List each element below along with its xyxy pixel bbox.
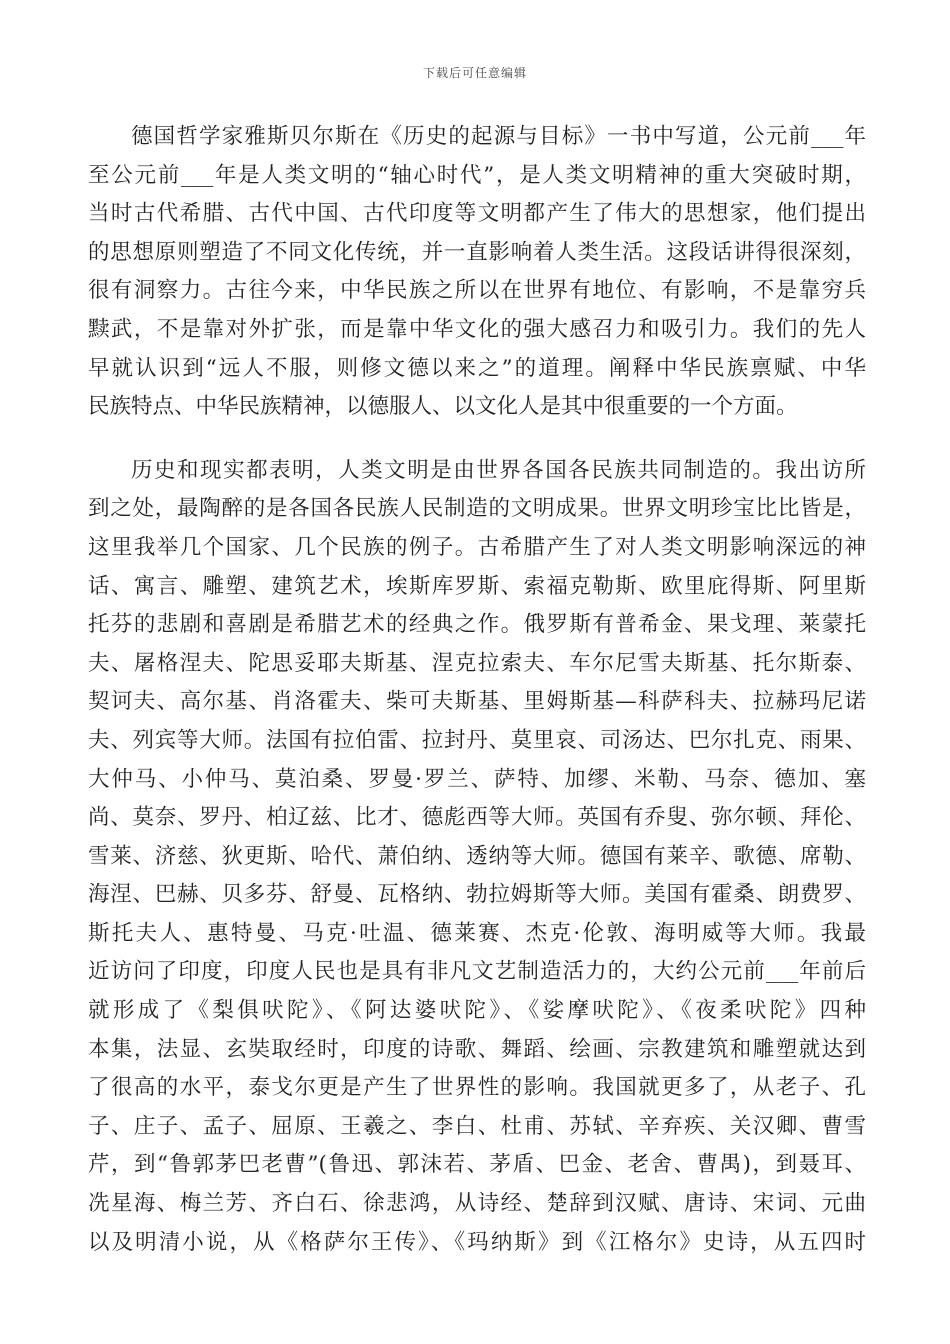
text-line: 以及明清小说，从《格萨尔王传》、《玛纳斯》到《江格尔》史诗，从五四时 [88, 1229, 866, 1255]
text-line: 就形成了《梨俱吠陀》、《阿达婆吠陀》、《娑摩吠陀》、《夜柔吠陀》四种 [88, 998, 866, 1024]
text-line: 雪莱、济慈、狄更斯、哈代、萧伯纳、透纳等大师。德国有莱辛、歌德、席勒、 [88, 843, 866, 869]
text-line: 大仲马、小仲马、莫泊桑、罗曼·罗兰、萨特、加缪、米勒、马奈、德加、塞 [88, 766, 866, 792]
text-line: 历史和现实都表明，人类文明是由世界各国各民族共同制造的。我出访所 [131, 457, 866, 483]
text-line: 了很高的水平，泰戈尔更是产生了世界性的影响。我国就更多了，从老子、孔 [88, 1075, 866, 1101]
text-line: 这里我举几个国家、几个民族的例子。古希腊产生了对人类文明影响深远的神 [88, 534, 866, 560]
document-body [88, 118, 866, 1262]
text-line: 子、庄子、孟子、屈原、王羲之、李白、杜甫、苏轼、辛弃疾、关汉卿、曹雪 [88, 1113, 866, 1139]
text-line: 契诃夫、高尔基、肖洛霍夫、柴可夫斯基、里姆斯基—科萨科夫、拉赫玛尼诺 [88, 689, 866, 715]
text-line: 芹，到“鲁郭茅巴老曹”(鲁迅、郭沫若、茅盾、巴金、老舍、曹禺)，到聂耳、 [88, 1152, 866, 1178]
text-line: 近访问了印度，印度人民也是具有非凡文艺制造活力的，大约公元前___年前后 [88, 959, 866, 985]
text-line: 本集，法显、玄奘取经时，印度的诗歌、舞蹈、绘画、宗教建筑和雕塑就达到 [88, 1036, 866, 1062]
text-line: 德国哲学家雅斯贝尔斯在《历史的起源与目标》一书中写道，公元前___年 [131, 124, 866, 149]
paragraph-2 [88, 452, 866, 1262]
text-line: 夫、屠格涅夫、陀思妥耶夫斯基、涅克拉索夫、车尔尼雪夫斯基、托尔斯泰、 [88, 650, 866, 676]
text-line: 话、寓言、雕塑、建筑艺术，埃斯库罗斯、索福克勒斯、欧里庇得斯、阿里斯 [88, 573, 866, 599]
text-line: 很有洞察力。古往今来，中华民族之所以在世界有地位、有影响，不是靠穷兵 [88, 278, 866, 304]
text-line: 的思想原则塑造了不同文化传统，并一直影响着人类生活。这段话讲得很深刻， [88, 239, 866, 265]
text-line: 黩武，不是靠对外扩张，而是靠中华文化的强大感召力和吸引力。我们的先人 [88, 316, 866, 342]
text-line: 海涅、巴赫、贝多芬、舒曼、瓦格纳、勃拉姆斯等大师。美国有霍桑、朗费罗、 [88, 882, 866, 908]
text-line: 斯托夫人、惠特曼、马克·吐温、德莱赛、杰克·伦敦、海明威等大师。我最 [88, 920, 866, 946]
text-line: 早就认识到“远人不服，则修文德以来之”的道理。阐释中华民族禀赋、中华 [88, 355, 866, 381]
text-line: 夫、列宾等大师。法国有拉伯雷、拉封丹、莫里哀、司汤达、巴尔扎克、雨果、 [88, 727, 866, 753]
text-line: 托芬的悲剧和喜剧是希腊艺术的经典之作。俄罗斯有普希金、果戈理、莱蒙托 [88, 612, 866, 638]
paragraph-1 [88, 118, 866, 427]
paragraph-spacer [88, 427, 866, 452]
page-header-note: 下载后可任意编辑 [422, 66, 527, 80]
text-line: 到之处，最陶醉的是各国各民族人民制造的文明成果。世界文明珍宝比比皆是， [88, 496, 866, 522]
text-line: 民族特点、中华民族精神，以德服人、以文化人是其中很重要的一个方面。 [88, 394, 798, 420]
text-line: 当时古代希腊、古代中国、古代印度等文明都产生了伟大的思想家，他们提出 [88, 201, 866, 227]
text-line: 冼星海、梅兰芳、齐白石、徐悲鸿，从诗经、楚辞到汉赋、唐诗、宋词、元曲 [88, 1191, 866, 1217]
text-line: 至公元前___年是人类文明的“轴心时代”，是人类文明精神的重大突破时期， [88, 162, 866, 188]
text-line: 尚、莫奈、罗丹、柏辽兹、比才、德彪西等大师。英国有乔叟、弥尔顿、拜伦、 [88, 805, 866, 831]
